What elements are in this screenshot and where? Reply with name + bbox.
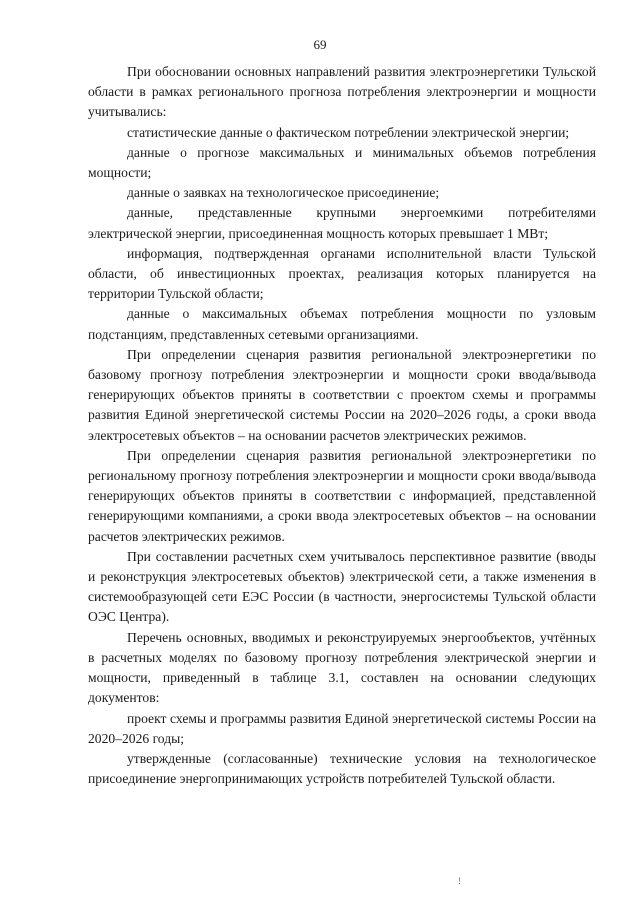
paragraph-base-scenario: При определении сценария развития региональной электроэнергетики по базовому прогнозу потребления электроэнергии и мощности сроки ввода/вывода генерирующих объектов приняты в соответствии с проектом схемы и программы развития Единой энергетической системы России на 2020–2026 годы, а сроки ввода электросетевых объектов – на основании расчетов электрических режимов. <box>88 346 596 443</box>
page-number: 69 <box>313 37 327 52</box>
list-item-investment-projects: информация, подтвержденная органами исполнительной власти Тульской области, об инвестиционных проектах, реализация которых планируется на территории Тульской области; <box>88 245 596 302</box>
document-body <box>88 62 596 789</box>
list-item-large-consumers: данные, представленные крупными энергоемкими потребителями электрической энергии, присоединенная мощность которых превышает 1 МВт; <box>88 205 596 241</box>
paragraph-calculation-schemes: При составлении расчетных схем учитывалось перспективное развитие (вводы и реконструкция электросетевых объектов) электрической сети, а также изменения в системообразующей сети ЕЭС России (в частности, энергосистемы Тульской области ОЭС Центра). <box>88 548 596 625</box>
list-item-substation-data: данные о максимальных объемах потребления мощности по узловым подстанциям, представленных сетевыми организациями. <box>88 306 596 342</box>
list-item-ues-project: проект схемы и программы развития Единой энергетической системы России на 2020–2026 годы; <box>88 710 596 746</box>
list-item-statistics: статистические данные о фактическом потреблении электрической энергии; <box>127 124 570 140</box>
paragraph-intro: При обосновании основных направлений развития электроэнергетики Тульской области в рамках регионального прогноза потребления электроэнергии и мощности учитывались: <box>88 64 596 120</box>
list-item-technical-conditions: утвержденные (согласованные) технические условия на технологическое присоединение энергопринимающих устройств потребителей Тульской области. <box>88 750 596 787</box>
list-item-forecast: данные о прогнозе максимальных и минимальных объемов потребления мощности; <box>88 144 596 181</box>
list-item-applications: данные о заявках на технологическое присоединение; <box>127 185 440 201</box>
paragraph-regional-scenario: При определении сценария развития региональной электроэнергетики по региональному прогнозу потребления электроэнергии и мощности сроки ввода/вывода генерирующих объектов приняты в соответствии с информацией, представленной генерирующими компаниями, а сроки ввода электросетевых объектов – на основании расчетов электрических режимов. <box>88 447 596 544</box>
scan-mark: ! <box>458 876 461 886</box>
paragraph-energy-objects-list: Перечень основных, вводимых и реконструируемых энергообъектов, учтённых в расчетных моделях по базовому прогнозу потребления электрической энергии и мощности, приведенный в таблице 3.1, составлен на основании следующих документов: <box>88 629 596 706</box>
